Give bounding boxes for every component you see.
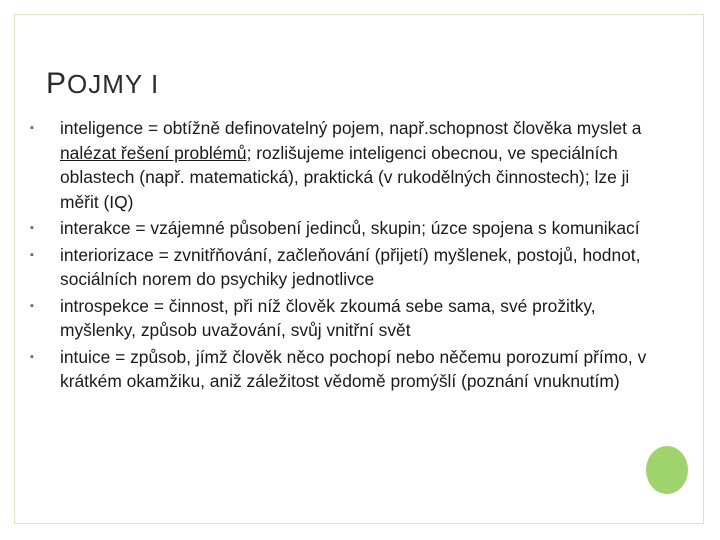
bullet-text: interakce = vzájemné působení jedinců, skupin; úzce spojena s komunikací bbox=[60, 218, 640, 238]
bullet-text: intuice = způsob, jímž člověk něco pochopí nebo něčemu porozumí přímo, v krátkém okamžiku, aniž záležitost vědomě promýšlí (poznání vnuknutím) bbox=[60, 346, 647, 391]
bullet-icon: ▪ bbox=[30, 248, 34, 261]
bullet-text: interiorizace = zvnitřňování, začleňování (přijetí) myšlenek, postojů, hodnot, sociálních norem do psychiky jednotlivce bbox=[60, 244, 641, 289]
bullet-text-part: ; rozlišujeme inteligenci obecnou, ve speciálních oblastech (např. matematická), praktická (v rukodělných činnostech); lze ji měřit (IQ) bbox=[60, 142, 630, 212]
bullet-text: introspekce = činnost, při níž člověk zkoumá sebe sama, své prožitky, myšlenky, způsob uvažování, svůj vnitřní svět bbox=[60, 295, 596, 340]
slide-title bbox=[46, 67, 159, 101]
bullet-icon: ▪ bbox=[30, 350, 34, 363]
decorative-green-circle bbox=[646, 446, 688, 494]
bullet-item-inteligence bbox=[28, 116, 668, 214]
title-first-letter: P bbox=[46, 67, 68, 101]
bullet-item-introspekce bbox=[28, 294, 668, 343]
bullet-icon: ▪ bbox=[30, 122, 34, 134]
bullet-icon: ▪ bbox=[30, 222, 34, 234]
bullet-item-interiorizace bbox=[28, 243, 668, 292]
bullet-icon: ▪ bbox=[30, 299, 34, 312]
title-rest: OJMY I bbox=[67, 69, 160, 100]
bullet-item-interakce bbox=[28, 216, 668, 241]
bullet-text-part: inteligence = obtížně definovatelný pojem, např.schopnost člověka myslet a bbox=[60, 118, 642, 138]
underlined-phrase: nalézat řešení problémů bbox=[60, 142, 247, 163]
bullet-list bbox=[28, 116, 668, 396]
bullet-item-intuice bbox=[28, 345, 668, 394]
